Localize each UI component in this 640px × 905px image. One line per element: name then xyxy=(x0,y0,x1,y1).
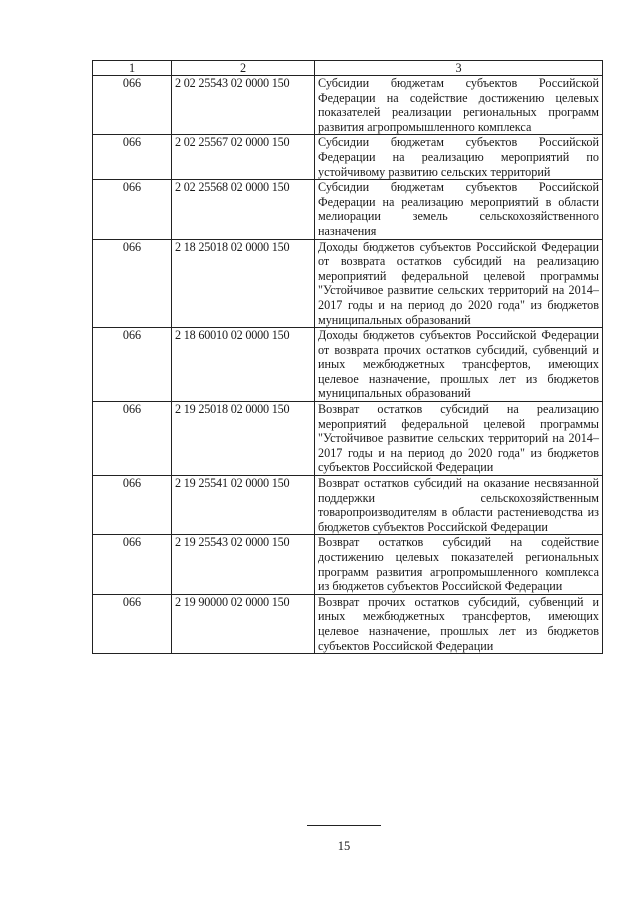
description-cell: Возврат остатков субсидий на реализацию мероприятий федеральной целевой программы "Устойчивое развитие сельских территорий на 2014–2017 годы и на период до 2020 года" из бюджетов субъектов Российской Федерации xyxy=(315,402,603,476)
admin-code-cell: 066 xyxy=(93,402,172,476)
table-header-row xyxy=(93,61,603,76)
description-cell: Субсидии бюджетам субъектов Российской Федерации на реализацию мероприятий в области мелиорации земель сельскохозяйственного назначения xyxy=(315,180,603,239)
table-row xyxy=(93,476,603,535)
column-header-2: 2 xyxy=(172,61,315,76)
budget-classification-table xyxy=(92,60,603,654)
kbk-code-cell: 2 02 25543 02 0000 150 xyxy=(172,76,315,135)
kbk-code-cell: 2 19 90000 02 0000 150 xyxy=(172,594,315,653)
column-header-1: 1 xyxy=(93,61,172,76)
kbk-code-cell: 2 18 60010 02 0000 150 xyxy=(172,328,315,402)
description-cell: Субсидии бюджетам субъектов Российской Федерации на реализацию мероприятий по устойчивому развитию сельских территорий xyxy=(315,135,603,180)
kbk-code-cell: 2 18 25018 02 0000 150 xyxy=(172,239,315,328)
table-row xyxy=(93,135,603,180)
table-row xyxy=(93,76,603,135)
kbk-code-cell: 2 19 25541 02 0000 150 xyxy=(172,476,315,535)
kbk-code-cell: 2 19 25018 02 0000 150 xyxy=(172,402,315,476)
admin-code-cell: 066 xyxy=(93,76,172,135)
kbk-code-cell: 2 02 25568 02 0000 150 xyxy=(172,180,315,239)
admin-code-cell: 066 xyxy=(93,328,172,402)
table-row xyxy=(93,180,603,239)
footer-divider xyxy=(307,825,381,826)
column-header-3: 3 xyxy=(315,61,603,76)
description-cell: Возврат остатков субсидий на содействие достижению целевых показателей региональных программ развития агропромышленного комплекса из бюджетов субъектов Российской Федерации xyxy=(315,535,603,594)
description-cell: Доходы бюджетов субъектов Российской Федерации от возврата остатков субсидий на реализацию мероприятий федеральной целевой программы "Устойчивое развитие сельских территорий на 2014–2017 годы и на период до 2020 года" из бюджетов муниципальных образований xyxy=(315,239,603,328)
description-cell: Субсидии бюджетам субъектов Российской Федерации на содействие достижению целевых показателей реализации региональных программ развития агропромышленного комплекса xyxy=(315,76,603,135)
kbk-code-cell: 2 02 25567 02 0000 150 xyxy=(172,135,315,180)
description-cell: Возврат прочих остатков субсидий, субвенций и иных межбюджетных трансфертов, имеющих целевое назначение, прошлых лет из бюджетов субъектов Российской Федерации xyxy=(315,594,603,653)
table-row xyxy=(93,239,603,328)
table-row xyxy=(93,535,603,594)
table-row xyxy=(93,402,603,476)
kbk-code-cell: 2 19 25543 02 0000 150 xyxy=(172,535,315,594)
admin-code-cell: 066 xyxy=(93,180,172,239)
description-cell: Возврат остатков субсидий на оказание несвязанной поддержки сельскохозяйственным товаропроизводителям в области растениеводства из бюджетов субъектов Российской Федерации xyxy=(315,476,603,535)
admin-code-cell: 066 xyxy=(93,135,172,180)
table-row xyxy=(93,328,603,402)
page-number: 15 xyxy=(337,839,351,853)
admin-code-cell: 066 xyxy=(93,594,172,653)
table-row xyxy=(93,594,603,653)
admin-code-cell: 066 xyxy=(93,476,172,535)
description-cell: Доходы бюджетов субъектов Российской Федерации от возврата прочих остатков субсидий, субвенций и иных межбюджетных трансфертов, имеющих целевое назначение, прошлых лет из бюджетов муниципальных образований xyxy=(315,328,603,402)
admin-code-cell: 066 xyxy=(93,239,172,328)
admin-code-cell: 066 xyxy=(93,535,172,594)
